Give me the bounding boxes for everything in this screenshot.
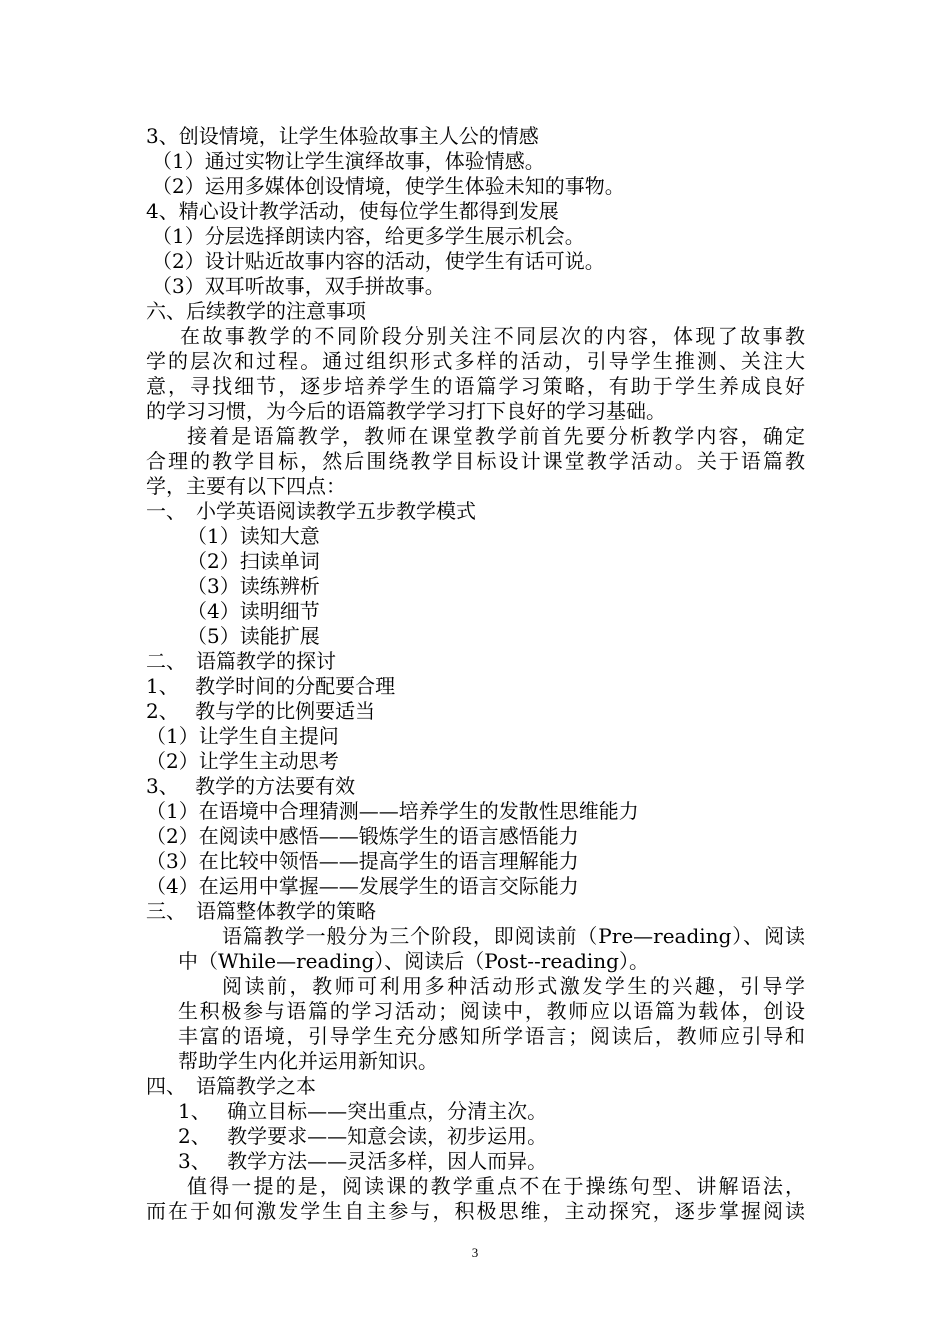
paragraph-line: 学的层次和过程。通过组织形式多样的活动，引导学生推测、关注大: [146, 349, 805, 373]
paragraph-line: 合理的教学目标，然后围绕教学目标设计课堂教学活动。关于语篇教: [146, 449, 805, 473]
paragraph-line: 值得一提的是，阅读课的教学重点不在于操练句型、讲解语法，: [187, 1174, 805, 1198]
paragraph-line: 学，主要有以下四点：: [146, 474, 346, 498]
paragraph-line: 的学习习惯，为今后的语篇教学学习打下良好的学习基础。: [146, 399, 666, 423]
heading-4: 4、精心设计教学活动，使每位学生都得到发展: [146, 199, 559, 223]
list-item: （4）在运用中掌握——发展学生的语言交际能力: [146, 874, 579, 898]
paragraph-line: 而在于如何激发学生自主参与，积极思维，主动探究，逐步掌握阅读: [146, 1199, 805, 1223]
list-item: （2）让学生主动思考: [146, 749, 339, 773]
list-item: （5）读能扩展: [187, 624, 320, 648]
sub-heading: 3、 教学的方法要有效: [146, 774, 356, 798]
list-item: （3）在比较中领悟——提高学生的语言理解能力: [146, 849, 579, 873]
list-item: 1、 确立目标——突出重点，分清主次。: [178, 1099, 548, 1123]
list-item: （2）扫读单词: [187, 549, 320, 573]
paragraph-line: 语篇教学一般分为三个阶段，即阅读前（Pre—reading）、阅读: [222, 924, 805, 948]
section-heading-6: 六、后续教学的注意事项: [146, 299, 366, 323]
list-item: （3）读练辨析: [187, 574, 320, 598]
paragraph-line: 生积极参与语篇的学习活动；阅读中，教师应以语篇为载体，创设: [178, 999, 805, 1023]
list-item: （2）运用多媒体创设情境，使学生体验未知的事物。: [152, 174, 625, 198]
section-heading-4: 四、 语篇教学之本: [146, 1074, 316, 1098]
paragraph-line: 接着是语篇教学，教师在课堂教学前首先要分析教学内容，确定: [187, 424, 805, 448]
section-heading-1: 一、 小学英语阅读教学五步教学模式: [146, 499, 476, 523]
list-item: 2、 教学要求——知意会读，初步运用。: [178, 1124, 548, 1148]
paragraph-line: 帮助学生内化并运用新知识。: [178, 1049, 438, 1073]
page-number: 3: [471, 1245, 479, 1260]
sub-heading: 1、 教学时间的分配要合理: [146, 674, 396, 698]
list-item: 3、 教学方法——灵活多样，因人而异。: [178, 1149, 548, 1173]
list-item: （1）让学生自主提问: [146, 724, 339, 748]
heading-3: 3、创设情境，让学生体验故事主人公的情感: [146, 124, 539, 148]
paragraph-line: 阅读前，教师可利用多种活动形式激发学生的兴趣，引导学: [222, 974, 805, 998]
list-item: （1）读知大意: [187, 524, 320, 548]
sub-heading: 2、 教与学的比例要适当: [146, 699, 376, 723]
list-item: （2）在阅读中感悟——锻炼学生的语言感悟能力: [146, 824, 579, 848]
paragraph-line: 中（While—reading）、阅读后（Post--reading）。: [178, 949, 649, 973]
list-item: （1）在语境中合理猜测——培养学生的发散性思维能力: [146, 799, 639, 823]
paragraph-line: 丰富的语境，引导学生充分感知所学语言；阅读后，教师应引导和: [178, 1024, 805, 1048]
list-item: （2）设计贴近故事内容的活动，使学生有话可说。: [152, 249, 605, 273]
section-heading-2: 二、 语篇教学的探讨: [146, 649, 336, 673]
paragraph-line: 在故事教学的不同阶段分别关注不同层次的内容，体现了故事教: [180, 324, 805, 348]
list-item: （1）通过实物让学生演绎故事，体验情感。: [152, 149, 545, 173]
section-heading-3: 三、 语篇整体教学的策略: [146, 899, 376, 923]
paragraph-line: 意，寻找细节，逐步培养学生的语篇学习策略，有助于学生养成良好: [146, 374, 805, 398]
list-item: （4）读明细节: [187, 599, 320, 623]
list-item: （3）双耳听故事，双手拼故事。: [152, 274, 445, 298]
list-item: （1）分层选择朗读内容，给更多学生展示机会。: [152, 224, 585, 248]
